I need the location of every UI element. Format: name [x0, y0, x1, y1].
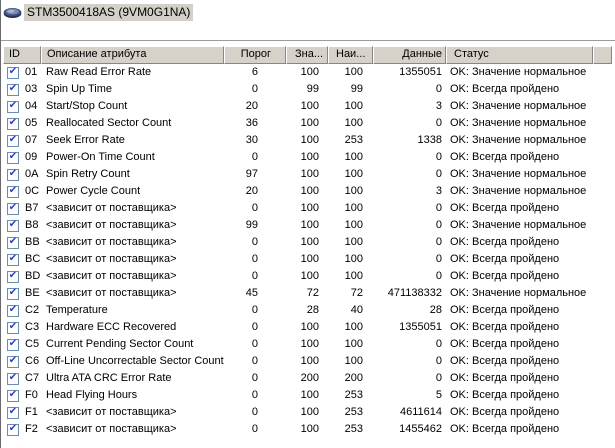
cell-worst: 200	[344, 372, 363, 384]
attribute-checkbox[interactable]	[7, 305, 19, 317]
cell-description: Reallocated Sector Count	[46, 117, 172, 129]
attribute-checkbox[interactable]	[7, 169, 19, 181]
cell-worst: 100	[344, 168, 363, 180]
table-row[interactable]	[3, 183, 612, 200]
cell-threshold: 0	[251, 270, 258, 282]
cell-description: <зависит от поставщика>	[46, 270, 177, 282]
cell-value: 100	[300, 389, 319, 401]
check-icon: ✔	[8, 150, 18, 162]
cell-status: OK: Значение нормальное	[450, 100, 587, 112]
column-header-filler	[593, 46, 612, 64]
table-row[interactable]	[3, 200, 612, 217]
cell-status: OK: Значение нормальное	[450, 134, 587, 146]
cell-value: 100	[300, 253, 319, 265]
column-header-description[interactable]: Описание атрибута	[41, 46, 224, 64]
cell-description: Start/Stop Count	[46, 100, 128, 112]
cell-threshold: 20	[245, 185, 258, 197]
cell-status: OK: Всегда пройдено	[450, 355, 560, 367]
cell-data: 1355051	[399, 66, 442, 78]
attribute-checkbox[interactable]	[7, 135, 19, 147]
cell-threshold: 36	[245, 117, 258, 129]
cell-threshold: 6	[251, 66, 258, 78]
attribute-checkbox[interactable]	[7, 101, 19, 113]
cell-worst: 100	[344, 202, 363, 214]
check-icon: ✔	[8, 201, 18, 213]
cell-worst: 100	[344, 270, 363, 282]
cell-worst: 253	[344, 406, 363, 418]
cell-threshold: 0	[251, 304, 258, 316]
cell-id: ✔ F0	[8, 388, 38, 401]
cell-worst: 100	[344, 321, 363, 333]
cell-value: 72	[306, 287, 319, 299]
cell-status: OK: Всегда пройдено	[450, 389, 560, 401]
cell-data: 0	[435, 372, 442, 384]
cell-id: ✔ 0C	[8, 184, 40, 197]
table-row[interactable]	[3, 370, 612, 387]
check-icon: ✔	[8, 354, 18, 366]
drive-title: STM3500418AS (9VM0G1NA)	[24, 4, 193, 21]
check-icon: ✔	[8, 218, 18, 230]
cell-status: OK: Значение нормальное	[450, 168, 587, 180]
cell-threshold: 0	[251, 355, 258, 367]
cell-description: <зависит от поставщика>	[46, 236, 177, 248]
attribute-checkbox[interactable]	[7, 84, 19, 96]
cell-id: ✔ F2	[8, 422, 38, 435]
cell-value: 100	[300, 270, 319, 282]
cell-value: 100	[300, 66, 319, 78]
check-icon: ✔	[8, 133, 18, 145]
cell-data: 471138332	[387, 287, 442, 299]
check-icon: ✔	[8, 303, 18, 315]
cell-description: Spin Retry Count	[46, 168, 130, 180]
cell-threshold: 99	[245, 219, 258, 231]
cell-description: <зависит от поставщика>	[46, 423, 177, 435]
cell-status: OK: Всегда пройдено	[450, 236, 560, 248]
cell-threshold: 0	[251, 423, 258, 435]
attribute-checkbox[interactable]	[7, 203, 19, 215]
attribute-checkbox[interactable]	[7, 152, 19, 164]
table-row[interactable]	[3, 132, 612, 149]
attribute-checkbox[interactable]	[7, 67, 19, 79]
attribute-checkbox[interactable]	[7, 390, 19, 402]
cell-status: OK: Всегда пройдено	[450, 253, 560, 265]
cell-status: OK: Всегда пройдено	[450, 270, 560, 282]
cell-data: 0	[435, 253, 442, 265]
cell-description: Hardware ECC Recovered	[46, 321, 177, 333]
cell-description: <зависит от поставщика>	[46, 253, 177, 265]
cell-description: Head Flying Hours	[46, 389, 138, 401]
panel-divider	[1, 40, 615, 41]
cell-worst: 100	[344, 66, 363, 78]
attribute-checkbox[interactable]	[7, 373, 19, 385]
cell-description: <зависит от поставщика>	[46, 287, 177, 299]
cell-worst: 100	[344, 355, 363, 367]
check-icon: ✔	[8, 235, 18, 247]
cell-value: 100	[300, 236, 319, 248]
attribute-checkbox[interactable]	[7, 237, 19, 249]
table-row[interactable]	[3, 268, 612, 285]
table-row[interactable]	[3, 319, 612, 336]
attribute-checkbox[interactable]	[7, 424, 19, 436]
attribute-checkbox[interactable]	[7, 356, 19, 368]
cell-data: 0	[435, 338, 442, 350]
cell-value: 100	[300, 185, 319, 197]
cell-worst: 100	[344, 338, 363, 350]
cell-id: ✔ 04	[8, 99, 38, 112]
cell-value: 28	[306, 304, 319, 316]
cell-worst: 100	[344, 219, 363, 231]
cell-worst: 100	[344, 236, 363, 248]
cell-value: 100	[300, 423, 319, 435]
cell-value: 100	[300, 338, 319, 350]
cell-threshold: 0	[251, 372, 258, 384]
cell-description: <зависит от поставщика>	[46, 202, 177, 214]
check-icon: ✔	[8, 269, 18, 281]
cell-id: ✔ C2	[8, 303, 40, 316]
cell-data: 3	[435, 100, 442, 112]
cell-description: Power Cycle Count	[46, 185, 141, 197]
cell-worst: 100	[344, 253, 363, 265]
cell-status: OK: Значение нормальное	[450, 185, 587, 197]
column-header-threshold[interactable]: Порог	[224, 46, 286, 64]
cell-value: 100	[300, 151, 319, 163]
attribute-rows	[3, 64, 612, 438]
cell-worst: 253	[344, 423, 363, 435]
table-row[interactable]	[3, 251, 612, 268]
cell-threshold: 0	[251, 151, 258, 163]
table-row[interactable]	[3, 166, 612, 183]
check-icon: ✔	[8, 184, 18, 196]
cell-value: 100	[300, 219, 319, 231]
cell-description: Seek Error Rate	[46, 134, 125, 146]
cell-value: 100	[300, 406, 319, 418]
cell-value: 100	[300, 202, 319, 214]
cell-description: Ultra ATA CRC Error Rate	[46, 372, 172, 384]
cell-worst: 100	[344, 100, 363, 112]
cell-id: ✔ C6	[8, 354, 40, 367]
cell-data: 0	[435, 202, 442, 214]
cell-worst: 40	[350, 304, 363, 316]
cell-id: ✔ 01	[8, 65, 38, 78]
attribute-checkbox[interactable]	[7, 254, 19, 266]
cell-data: 0	[435, 236, 442, 248]
check-icon: ✔	[8, 286, 18, 298]
attribute-checkbox[interactable]	[7, 186, 19, 198]
cell-threshold: 45	[245, 287, 258, 299]
cell-threshold: 0	[251, 406, 258, 418]
column-header-value[interactable]: Зна...	[286, 46, 328, 64]
attribute-checkbox[interactable]	[7, 220, 19, 232]
cell-data: 1455462	[399, 423, 442, 435]
table-row[interactable]	[3, 115, 612, 132]
cell-description: <зависит от поставщика>	[46, 406, 177, 418]
table-header	[3, 46, 612, 64]
check-icon: ✔	[8, 337, 18, 349]
cell-id: ✔ 05	[8, 116, 38, 129]
cell-id: ✔ BE	[8, 286, 40, 299]
cell-data: 0	[435, 355, 442, 367]
cell-value: 100	[300, 355, 319, 367]
table-row[interactable]	[3, 404, 612, 421]
cell-value: 100	[300, 100, 319, 112]
cell-threshold: 0	[251, 321, 258, 333]
cell-description: Spin Up Time	[46, 83, 113, 95]
cell-id: ✔ B8	[8, 218, 39, 231]
table-row[interactable]	[3, 64, 612, 81]
cell-status: OK: Всегда пройдено	[450, 304, 560, 316]
check-icon: ✔	[8, 252, 18, 264]
cell-value: 100	[300, 117, 319, 129]
cell-data: 3	[435, 185, 442, 197]
cell-id: ✔ C7	[8, 371, 40, 384]
cell-data: 4611614	[399, 406, 442, 418]
cell-value: 100	[300, 321, 319, 333]
cell-status: OK: Всегда пройдено	[450, 202, 560, 214]
cell-data: 1338	[417, 134, 442, 146]
cell-id: ✔ 07	[8, 133, 38, 146]
cell-id: ✔ BB	[8, 235, 40, 248]
cell-status: OK: Всегда пройдено	[450, 151, 560, 163]
cell-threshold: 0	[251, 253, 258, 265]
attribute-checkbox[interactable]	[7, 288, 19, 300]
cell-value: 200	[300, 372, 319, 384]
cell-threshold: 97	[245, 168, 258, 180]
table-row[interactable]	[3, 387, 612, 404]
check-icon: ✔	[8, 116, 18, 128]
attribute-checkbox[interactable]	[7, 407, 19, 419]
cell-status: OK: Всегда пройдено	[450, 338, 560, 350]
cell-status: OK: Всегда пройдено	[450, 372, 560, 384]
cell-id: ✔ B7	[8, 201, 39, 214]
table-row[interactable]	[3, 353, 612, 370]
column-header-data[interactable]: Данные	[373, 46, 446, 64]
cell-data: 0	[435, 219, 442, 231]
table-row[interactable]	[3, 149, 612, 166]
cell-status: OK: Всегда пройдено	[450, 321, 560, 333]
cell-threshold: 20	[245, 100, 258, 112]
cell-status: OK: Всегда пройдено	[450, 406, 560, 418]
column-header-id[interactable]: ID	[3, 46, 41, 64]
cell-data: 28	[429, 304, 442, 316]
cell-data: 0	[435, 151, 442, 163]
check-icon: ✔	[8, 82, 18, 94]
drive-item[interactable]	[3, 3, 193, 21]
cell-threshold: 0	[251, 202, 258, 214]
cell-threshold: 30	[245, 134, 258, 146]
cell-id: ✔ F1	[8, 405, 38, 418]
table-row[interactable]	[3, 217, 612, 234]
cell-threshold: 0	[251, 83, 258, 95]
table-row[interactable]	[3, 336, 612, 353]
check-icon: ✔	[8, 371, 18, 383]
cell-worst: 72	[350, 287, 363, 299]
check-icon: ✔	[8, 65, 18, 77]
cell-description: Power-On Time Count	[46, 151, 155, 163]
cell-threshold: 0	[251, 338, 258, 350]
cell-description: Temperature	[46, 304, 108, 316]
cell-description: Current Pending Sector Count	[46, 338, 194, 350]
cell-id: ✔ 03	[8, 82, 38, 95]
table-row[interactable]	[3, 234, 612, 251]
cell-description: <зависит от поставщика>	[46, 219, 177, 231]
cell-status: OK: Всегда пройдено	[450, 423, 560, 435]
cell-threshold: 0	[251, 389, 258, 401]
cell-status: OK: Значение нормальное	[450, 219, 587, 231]
cell-id: ✔ C3	[8, 320, 40, 333]
cell-description: Raw Read Error Rate	[46, 66, 152, 78]
cell-status: OK: Значение нормальное	[450, 66, 587, 78]
attribute-checkbox[interactable]	[7, 322, 19, 334]
cell-worst: 99	[350, 83, 363, 95]
check-icon: ✔	[8, 388, 18, 400]
hard-drive-icon	[3, 5, 22, 19]
cell-data: 1355051	[399, 321, 442, 333]
cell-id: ✔ C5	[8, 337, 40, 350]
smart-attributes-table	[3, 46, 612, 438]
column-header-worst[interactable]: Наи...	[328, 46, 373, 64]
check-icon: ✔	[8, 99, 18, 111]
table-row[interactable]	[3, 98, 612, 115]
cell-id: ✔ BC	[8, 252, 41, 265]
table-row[interactable]	[3, 421, 612, 438]
attribute-checkbox[interactable]	[7, 271, 19, 283]
column-header-status[interactable]: Статус	[446, 46, 593, 64]
table-row[interactable]	[3, 302, 612, 319]
cell-status: OK: Значение нормальное	[450, 117, 587, 129]
cell-worst: 100	[344, 185, 363, 197]
cell-data: 0	[435, 117, 442, 129]
cell-worst: 253	[344, 134, 363, 146]
cell-data: 5	[435, 389, 442, 401]
cell-data: 0	[435, 83, 442, 95]
cell-threshold: 0	[251, 236, 258, 248]
cell-value: 99	[306, 83, 319, 95]
cell-worst: 100	[344, 117, 363, 129]
check-icon: ✔	[8, 405, 18, 417]
attribute-checkbox[interactable]	[7, 118, 19, 130]
cell-id: ✔ 09	[8, 150, 38, 163]
cell-id: ✔ 0A	[8, 167, 39, 180]
table-row[interactable]	[3, 81, 612, 98]
cell-value: 100	[300, 168, 319, 180]
cell-worst: 253	[344, 389, 363, 401]
cell-data: 0	[435, 270, 442, 282]
cell-data: 0	[435, 168, 442, 180]
check-icon: ✔	[8, 320, 18, 332]
attribute-checkbox[interactable]	[7, 339, 19, 351]
cell-value: 100	[300, 134, 319, 146]
check-icon: ✔	[8, 167, 18, 179]
cell-id: ✔ BD	[8, 269, 41, 282]
table-row[interactable]	[3, 285, 612, 302]
cell-status: OK: Всегда пройдено	[450, 83, 560, 95]
check-icon: ✔	[8, 422, 18, 434]
cell-status: OK: Значение нормальное	[450, 287, 587, 299]
cell-description: Off-Line Uncorrectable Sector Count	[46, 355, 224, 367]
cell-worst: 100	[344, 151, 363, 163]
